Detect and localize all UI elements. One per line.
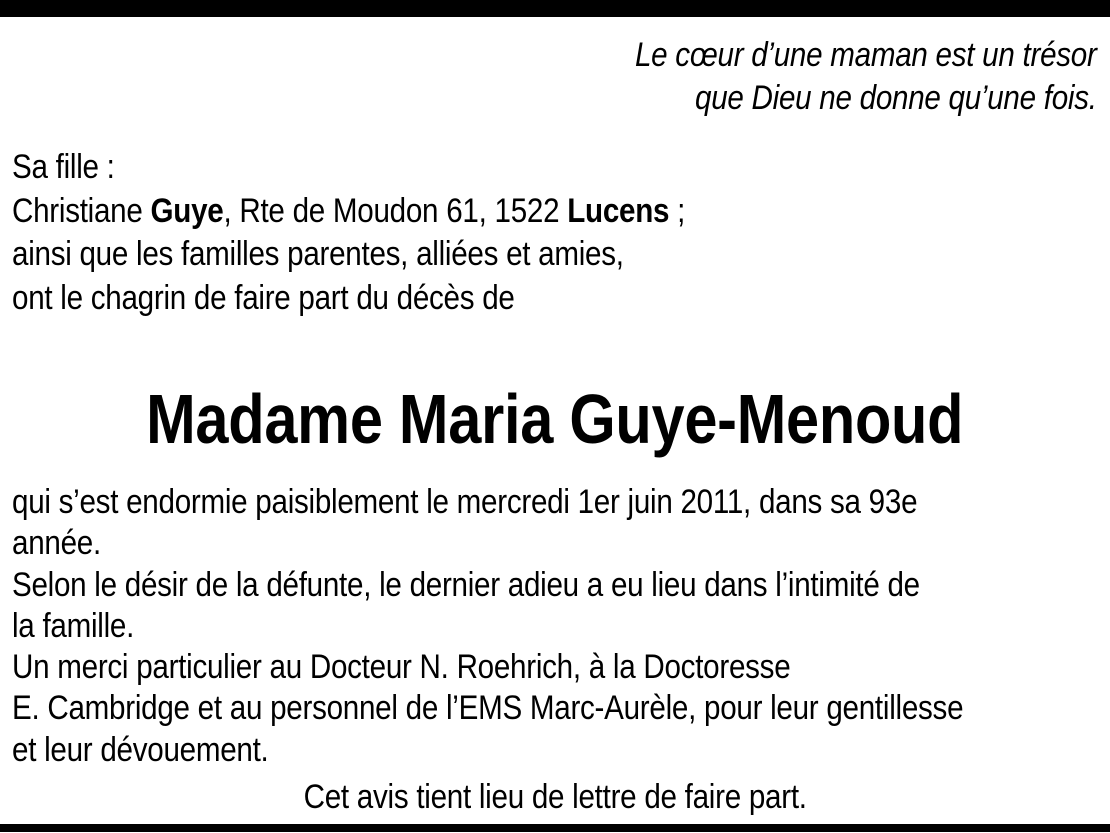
intro-line-daughter-address-text [12, 190, 685, 234]
daughter-surname-bold: Guye [150, 191, 224, 230]
body-line [12, 523, 1105, 564]
epigraph [566, 34, 1097, 120]
closing-line-text: Cet avis tient lieu de lettre de faire part. [303, 778, 807, 816]
intro-line-families [12, 233, 786, 277]
closing-line [0, 776, 1110, 818]
epigraph-line-1-text: Le cœur d’une maman est un trésor [635, 36, 1097, 74]
epigraph-line-2-text: que Dieu ne donne qu’une fois. [695, 79, 1097, 117]
body-line [12, 606, 1105, 647]
body-line [12, 730, 1105, 771]
text-segment: , Rte de Moudon 61, 1522 [223, 191, 568, 230]
body-line-text: la famille. [12, 606, 135, 645]
bottom-border-rule [0, 824, 1110, 832]
text-segment: ; [669, 191, 686, 230]
body-line-text: année. [12, 524, 101, 563]
intro-line-daughter-address [12, 190, 786, 234]
body-line [12, 482, 1105, 523]
body-line-text: E. Cambridge et au personnel de l’EMS Marc-Aurèle, pour leur gentillesse [12, 689, 964, 728]
body-line-text: Un merci particulier au Docteur N. Roehrich, à la Doctoresse [12, 648, 791, 687]
body-line-text: qui s’est endormie paisiblement le mercredi 1er juin 2011, dans sa 93e [12, 483, 918, 521]
epigraph-line-2 [566, 77, 1097, 120]
notice-body-paragraph [12, 482, 1105, 771]
intro-line-daughter-label [12, 146, 786, 190]
body-line-text: Selon le désir de la défunte, le dernier adieu a eu lieu dans l’intimité de [12, 565, 920, 604]
top-border-rule [0, 0, 1110, 17]
body-line [12, 688, 1105, 729]
deceased-name-text: Madame Maria Guye-Menoud [146, 380, 964, 458]
body-line [12, 565, 1105, 606]
locality-bold: Lucens [567, 191, 670, 230]
intro-line-announcement [12, 277, 786, 321]
text-segment: Christiane [12, 191, 151, 230]
deceased-name-heading [0, 381, 1110, 457]
intro-line-daughter-label-text: Sa fille : [12, 148, 115, 186]
family-announcement-paragraph [12, 146, 786, 320]
intro-line-announcement-text: ont le chagrin de faire part du décès de [12, 278, 515, 317]
body-line-text: et leur dévouement. [12, 730, 269, 769]
epigraph-line-1 [566, 34, 1097, 77]
intro-line-families-text: ainsi que les familles parentes, alliées et amies, [12, 235, 624, 273]
body-line [12, 647, 1105, 688]
